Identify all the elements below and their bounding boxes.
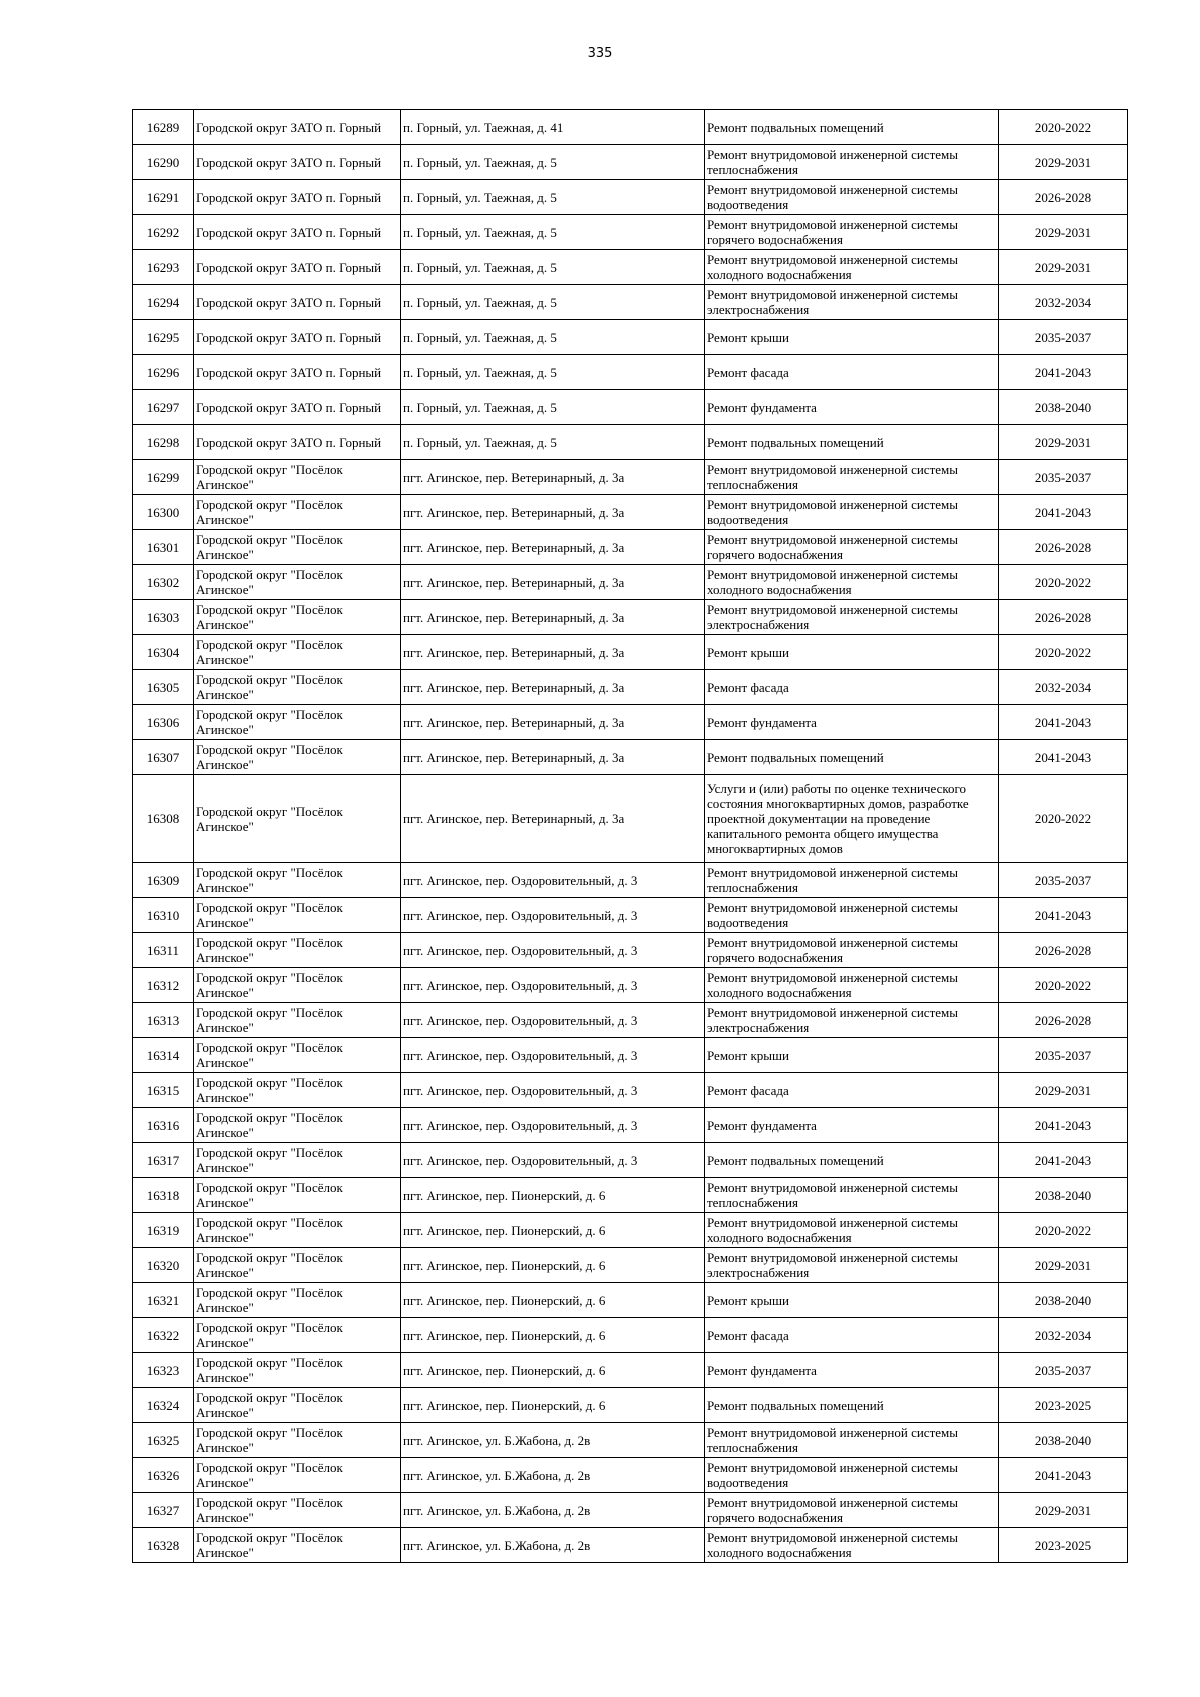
work-type-cell: Ремонт внутридомовой инженерной системы водоотведения (705, 180, 999, 215)
table-row (133, 1423, 1128, 1458)
table-row (133, 1493, 1128, 1528)
municipality-cell: Городской округ "Посёлок Агинское" (194, 600, 401, 635)
row-number-cell: 16289 (133, 110, 194, 145)
table-row (133, 320, 1128, 355)
municipality-cell: Городской округ "Посёлок Агинское" (194, 670, 401, 705)
row-number-cell: 16317 (133, 1143, 194, 1178)
address-cell: пгт. Агинское, пер. Пионерский, д. 6 (401, 1388, 705, 1423)
work-type-cell: Ремонт внутридомовой инженерной системы теплоснабжения (705, 863, 999, 898)
period-cell: 2020-2022 (999, 635, 1128, 670)
address-cell: пгт. Агинское, пер. Оздоровительный, д. 3 (401, 968, 705, 1003)
work-type-cell: Ремонт внутридомовой инженерной системы теплоснабжения (705, 1423, 999, 1458)
municipality-cell: Городской округ ЗАТО п. Горный (194, 285, 401, 320)
address-cell: пгт. Агинское, пер. Оздоровительный, д. 3 (401, 1108, 705, 1143)
row-number-cell: 16312 (133, 968, 194, 1003)
address-cell: пгт. Агинское, пер. Пионерский, д. 6 (401, 1248, 705, 1283)
work-type-cell: Ремонт крыши (705, 635, 999, 670)
municipality-cell: Городской округ "Посёлок Агинское" (194, 1318, 401, 1353)
work-type-cell: Ремонт внутридомовой инженерной системы холодного водоснабжения (705, 565, 999, 600)
table-row (133, 933, 1128, 968)
municipality-cell: Городской округ "Посёлок Агинское" (194, 1073, 401, 1108)
address-cell: пгт. Агинское, пер. Ветеринарный, д. 3а (401, 495, 705, 530)
row-number-cell: 16328 (133, 1528, 194, 1563)
table-row (133, 355, 1128, 390)
municipality-cell: Городской округ "Посёлок Агинское" (194, 1003, 401, 1038)
work-type-cell: Ремонт фундамента (705, 1353, 999, 1388)
table-row (133, 180, 1128, 215)
period-cell: 2029-2031 (999, 1073, 1128, 1108)
table-row (133, 1248, 1128, 1283)
work-type-cell: Ремонт фасада (705, 1073, 999, 1108)
work-type-cell: Ремонт внутридомовой инженерной системы водоотведения (705, 1458, 999, 1493)
table-row (133, 1213, 1128, 1248)
work-type-cell: Ремонт внутридомовой инженерной системы теплоснабжения (705, 145, 999, 180)
page-number: 335 (587, 46, 613, 61)
address-cell: пгт. Агинское, пер. Оздоровительный, д. 3 (401, 1003, 705, 1038)
table-row (133, 250, 1128, 285)
period-cell: 2032-2034 (999, 670, 1128, 705)
work-type-cell: Ремонт внутридомовой инженерной системы холодного водоснабжения (705, 1213, 999, 1248)
period-cell: 2035-2037 (999, 1038, 1128, 1073)
row-number-cell: 16311 (133, 933, 194, 968)
municipality-cell: Городской округ "Посёлок Агинское" (194, 460, 401, 495)
work-type-cell: Ремонт внутридомовой инженерной системы горячего водоснабжения (705, 530, 999, 565)
row-number-cell: 16309 (133, 863, 194, 898)
row-number-cell: 16326 (133, 1458, 194, 1493)
table-row (133, 600, 1128, 635)
row-number-cell: 16291 (133, 180, 194, 215)
work-type-cell: Ремонт внутридомовой инженерной системы горячего водоснабжения (705, 215, 999, 250)
row-number-cell: 16325 (133, 1423, 194, 1458)
address-cell: пгт. Агинское, ул. Б.Жабона, д. 2в (401, 1528, 705, 1563)
row-number-cell: 16327 (133, 1493, 194, 1528)
table-row (133, 285, 1128, 320)
table-row (133, 1108, 1128, 1143)
table-row (133, 110, 1128, 145)
work-type-cell: Ремонт внутридомовой инженерной системы водоотведения (705, 495, 999, 530)
row-number-cell: 16293 (133, 250, 194, 285)
table-row (133, 1458, 1128, 1493)
address-cell: пгт. Агинское, ул. Б.Жабона, д. 2в (401, 1458, 705, 1493)
period-cell: 2041-2043 (999, 1143, 1128, 1178)
period-cell: 2020-2022 (999, 110, 1128, 145)
municipality-cell: Городской округ "Посёлок Агинское" (194, 1528, 401, 1563)
address-cell: пгт. Агинское, пер. Ветеринарный, д. 3а (401, 530, 705, 565)
row-number-cell: 16314 (133, 1038, 194, 1073)
address-cell: пгт. Агинское, пер. Ветеринарный, д. 3а (401, 705, 705, 740)
municipality-cell: Городской округ "Посёлок Агинское" (194, 1108, 401, 1143)
row-number-cell: 16315 (133, 1073, 194, 1108)
period-cell: 2026-2028 (999, 530, 1128, 565)
work-type-cell: Ремонт крыши (705, 320, 999, 355)
municipality-cell: Городской округ "Посёлок Агинское" (194, 933, 401, 968)
table-row (133, 705, 1128, 740)
municipality-cell: Городской округ "Посёлок Агинское" (194, 1248, 401, 1283)
address-cell: пгт. Агинское, пер. Пионерский, д. 6 (401, 1283, 705, 1318)
municipality-cell: Городской округ "Посёлок Агинское" (194, 740, 401, 775)
row-number-cell: 16298 (133, 425, 194, 460)
table-row (133, 1038, 1128, 1073)
row-number-cell: 16316 (133, 1108, 194, 1143)
table-body (133, 110, 1128, 1563)
row-number-cell: 16304 (133, 635, 194, 670)
work-type-cell: Услуги и (или) работы по оценке технического состояния многоквартирных домов, разработке проектной документации на проведение капитального ремонта общего имущества многоквартирных домов (705, 775, 999, 863)
work-type-cell: Ремонт подвальных помещений (705, 110, 999, 145)
period-cell: 2023-2025 (999, 1528, 1128, 1563)
period-cell: 2029-2031 (999, 425, 1128, 460)
row-number-cell: 16320 (133, 1248, 194, 1283)
address-cell: п. Горный, ул. Таежная, д. 5 (401, 390, 705, 425)
address-cell: п. Горный, ул. Таежная, д. 5 (401, 145, 705, 180)
period-cell: 2041-2043 (999, 355, 1128, 390)
municipality-cell: Городской округ ЗАТО п. Горный (194, 320, 401, 355)
table-row (133, 565, 1128, 600)
row-number-cell: 16294 (133, 285, 194, 320)
work-type-cell: Ремонт внутридомовой инженерной системы теплоснабжения (705, 1178, 999, 1213)
address-cell: пгт. Агинское, пер. Пионерский, д. 6 (401, 1318, 705, 1353)
work-type-cell: Ремонт крыши (705, 1283, 999, 1318)
municipality-cell: Городской округ "Посёлок Агинское" (194, 1283, 401, 1318)
period-cell: 2029-2031 (999, 250, 1128, 285)
period-cell: 2038-2040 (999, 390, 1128, 425)
row-number-cell: 16301 (133, 530, 194, 565)
row-number-cell: 16308 (133, 775, 194, 863)
table-row (133, 390, 1128, 425)
municipality-cell: Городской округ "Посёлок Агинское" (194, 863, 401, 898)
table-row (133, 968, 1128, 1003)
address-cell: пгт. Агинское, ул. Б.Жабона, д. 2в (401, 1493, 705, 1528)
work-type-cell: Ремонт внутридомовой инженерной системы холодного водоснабжения (705, 1528, 999, 1563)
period-cell: 2020-2022 (999, 565, 1128, 600)
table-row (133, 1178, 1128, 1213)
row-number-cell: 16299 (133, 460, 194, 495)
period-cell: 2041-2043 (999, 740, 1128, 775)
table-row (133, 1388, 1128, 1423)
period-cell: 2020-2022 (999, 968, 1128, 1003)
period-cell: 2026-2028 (999, 180, 1128, 215)
municipality-cell: Городской округ ЗАТО п. Горный (194, 425, 401, 460)
municipality-cell: Городской округ "Посёлок Агинское" (194, 530, 401, 565)
row-number-cell: 16295 (133, 320, 194, 355)
address-cell: пгт. Агинское, пер. Пионерский, д. 6 (401, 1353, 705, 1388)
municipality-cell: Городской округ "Посёлок Агинское" (194, 495, 401, 530)
table-row (133, 635, 1128, 670)
period-cell: 2029-2031 (999, 215, 1128, 250)
municipality-cell: Городской округ "Посёлок Агинское" (194, 705, 401, 740)
period-cell: 2029-2031 (999, 1493, 1128, 1528)
address-cell: пгт. Агинское, пер. Оздоровительный, д. 3 (401, 1073, 705, 1108)
municipality-cell: Городской округ "Посёлок Агинское" (194, 1423, 401, 1458)
address-cell: п. Горный, ул. Таежная, д. 5 (401, 285, 705, 320)
period-cell: 2029-2031 (999, 1248, 1128, 1283)
period-cell: 2041-2043 (999, 898, 1128, 933)
row-number-cell: 16292 (133, 215, 194, 250)
period-cell: 2035-2037 (999, 863, 1128, 898)
table-row (133, 1318, 1128, 1353)
address-cell: пгт. Агинское, ул. Б.Жабона, д. 2в (401, 1423, 705, 1458)
table-row (133, 460, 1128, 495)
address-cell: п. Горный, ул. Таежная, д. 5 (401, 425, 705, 460)
address-cell: пгт. Агинское, пер. Ветеринарный, д. 3а (401, 740, 705, 775)
address-cell: пгт. Агинское, пер. Ветеринарный, д. 3а (401, 635, 705, 670)
work-type-cell: Ремонт подвальных помещений (705, 1143, 999, 1178)
municipality-cell: Городской округ "Посёлок Агинское" (194, 898, 401, 933)
period-cell: 2035-2037 (999, 320, 1128, 355)
municipality-cell: Городской округ ЗАТО п. Горный (194, 215, 401, 250)
period-cell: 2032-2034 (999, 1318, 1128, 1353)
work-type-cell: Ремонт внутридомовой инженерной системы электроснабжения (705, 600, 999, 635)
table-row (133, 145, 1128, 180)
address-cell: пгт. Агинское, пер. Оздоровительный, д. 3 (401, 1143, 705, 1178)
row-number-cell: 16318 (133, 1178, 194, 1213)
work-type-cell: Ремонт подвальных помещений (705, 740, 999, 775)
address-cell: п. Горный, ул. Таежная, д. 5 (401, 320, 705, 355)
row-number-cell: 16305 (133, 670, 194, 705)
municipality-cell: Городской округ "Посёлок Агинское" (194, 1493, 401, 1528)
row-number-cell: 16323 (133, 1353, 194, 1388)
table-row (133, 1283, 1128, 1318)
work-type-cell: Ремонт внутридомовой инженерной системы горячего водоснабжения (705, 1493, 999, 1528)
period-cell: 2038-2040 (999, 1283, 1128, 1318)
row-number-cell: 16296 (133, 355, 194, 390)
work-type-cell: Ремонт фундамента (705, 390, 999, 425)
address-cell: пгт. Агинское, пер. Ветеринарный, д. 3а (401, 670, 705, 705)
work-type-cell: Ремонт фундамента (705, 1108, 999, 1143)
municipality-cell: Городской округ ЗАТО п. Горный (194, 110, 401, 145)
municipality-cell: Городской округ ЗАТО п. Горный (194, 180, 401, 215)
row-number-cell: 16324 (133, 1388, 194, 1423)
period-cell: 2041-2043 (999, 1458, 1128, 1493)
municipality-cell: Городской округ "Посёлок Агинское" (194, 1178, 401, 1213)
table-row (133, 740, 1128, 775)
municipality-cell: Городской округ "Посёлок Агинское" (194, 1038, 401, 1073)
work-type-cell: Ремонт подвальных помещений (705, 1388, 999, 1423)
period-cell: 2023-2025 (999, 1388, 1128, 1423)
address-cell: п. Горный, ул. Таежная, д. 5 (401, 250, 705, 285)
table-row (133, 1353, 1128, 1388)
municipality-cell: Городской округ "Посёлок Агинское" (194, 565, 401, 600)
table-row (133, 215, 1128, 250)
municipality-cell: Городской округ "Посёлок Агинское" (194, 968, 401, 1003)
address-cell: пгт. Агинское, пер. Оздоровительный, д. 3 (401, 933, 705, 968)
address-cell: пгт. Агинское, пер. Ветеринарный, д. 3а (401, 460, 705, 495)
work-type-cell: Ремонт крыши (705, 1038, 999, 1073)
municipality-cell: Городской округ ЗАТО п. Горный (194, 145, 401, 180)
row-number-cell: 16313 (133, 1003, 194, 1038)
table-row (133, 495, 1128, 530)
period-cell: 2038-2040 (999, 1178, 1128, 1213)
address-cell: пгт. Агинское, пер. Оздоровительный, д. 3 (401, 1038, 705, 1073)
work-type-cell: Ремонт внутридомовой инженерной системы теплоснабжения (705, 460, 999, 495)
work-type-cell: Ремонт внутридомовой инженерной системы электроснабжения (705, 1248, 999, 1283)
work-type-cell: Ремонт фасада (705, 670, 999, 705)
row-number-cell: 16300 (133, 495, 194, 530)
table-row (133, 530, 1128, 565)
row-number-cell: 16306 (133, 705, 194, 740)
municipality-cell: Городской округ ЗАТО п. Горный (194, 355, 401, 390)
row-number-cell: 16307 (133, 740, 194, 775)
row-number-cell: 16319 (133, 1213, 194, 1248)
work-type-cell: Ремонт внутридомовой инженерной системы водоотведения (705, 898, 999, 933)
address-cell: п. Горный, ул. Таежная, д. 5 (401, 355, 705, 390)
municipality-cell: Городской округ "Посёлок Агинское" (194, 1458, 401, 1493)
address-cell: п. Горный, ул. Таежная, д. 5 (401, 180, 705, 215)
row-number-cell: 16322 (133, 1318, 194, 1353)
table-row (133, 775, 1128, 863)
municipality-cell: Городской округ "Посёлок Агинское" (194, 775, 401, 863)
table-row (133, 1003, 1128, 1038)
work-type-cell: Ремонт внутридомовой инженерной системы холодного водоснабжения (705, 968, 999, 1003)
address-cell: п. Горный, ул. Таежная, д. 5 (401, 215, 705, 250)
period-cell: 2035-2037 (999, 1353, 1128, 1388)
row-number-cell: 16290 (133, 145, 194, 180)
table-row (133, 863, 1128, 898)
period-cell: 2020-2022 (999, 775, 1128, 863)
municipality-cell: Городской округ "Посёлок Агинское" (194, 1213, 401, 1248)
period-cell: 2032-2034 (999, 285, 1128, 320)
work-type-cell: Ремонт внутридомовой инженерной системы холодного водоснабжения (705, 250, 999, 285)
work-type-cell: Ремонт внутридомовой инженерной системы электроснабжения (705, 285, 999, 320)
period-cell: 2035-2037 (999, 460, 1128, 495)
row-number-cell: 16303 (133, 600, 194, 635)
work-type-cell: Ремонт внутридомовой инженерной системы электроснабжения (705, 1003, 999, 1038)
municipality-cell: Городской округ "Посёлок Агинское" (194, 635, 401, 670)
address-cell: пгт. Агинское, пер. Ветеринарный, д. 3а (401, 775, 705, 863)
municipality-cell: Городской округ "Посёлок Агинское" (194, 1143, 401, 1178)
period-cell: 2026-2028 (999, 600, 1128, 635)
municipality-cell: Городской округ "Посёлок Агинское" (194, 1388, 401, 1423)
work-type-cell: Ремонт фасада (705, 1318, 999, 1353)
table-row (133, 670, 1128, 705)
municipality-cell: Городской округ "Посёлок Агинское" (194, 1353, 401, 1388)
period-cell: 2038-2040 (999, 1423, 1128, 1458)
work-type-cell: Ремонт внутридомовой инженерной системы горячего водоснабжения (705, 933, 999, 968)
row-number-cell: 16321 (133, 1283, 194, 1318)
address-cell: п. Горный, ул. Таежная, д. 41 (401, 110, 705, 145)
municipality-cell: Городской округ ЗАТО п. Горный (194, 250, 401, 285)
table-row (133, 1528, 1128, 1563)
address-cell: пгт. Агинское, пер. Оздоровительный, д. 3 (401, 898, 705, 933)
period-cell: 2029-2031 (999, 145, 1128, 180)
table-row (133, 1143, 1128, 1178)
municipality-cell: Городской округ ЗАТО п. Горный (194, 390, 401, 425)
period-cell: 2041-2043 (999, 495, 1128, 530)
row-number-cell: 16310 (133, 898, 194, 933)
row-number-cell: 16297 (133, 390, 194, 425)
table-row (133, 425, 1128, 460)
period-cell: 2041-2043 (999, 705, 1128, 740)
row-number-cell: 16302 (133, 565, 194, 600)
address-cell: пгт. Агинское, пер. Пионерский, д. 6 (401, 1213, 705, 1248)
work-type-cell: Ремонт фасада (705, 355, 999, 390)
period-cell: 2041-2043 (999, 1108, 1128, 1143)
period-cell: 2026-2028 (999, 1003, 1128, 1038)
period-cell: 2026-2028 (999, 933, 1128, 968)
address-cell: пгт. Агинское, пер. Ветеринарный, д. 3а (401, 565, 705, 600)
work-type-cell: Ремонт подвальных помещений (705, 425, 999, 460)
table-row (133, 1073, 1128, 1108)
table-row (133, 898, 1128, 933)
period-cell: 2020-2022 (999, 1213, 1128, 1248)
address-cell: пгт. Агинское, пер. Пионерский, д. 6 (401, 1178, 705, 1213)
repair-schedule-table (132, 109, 1128, 1563)
work-type-cell: Ремонт фундамента (705, 705, 999, 740)
address-cell: пгт. Агинское, пер. Ветеринарный, д. 3а (401, 600, 705, 635)
address-cell: пгт. Агинское, пер. Оздоровительный, д. 3 (401, 863, 705, 898)
